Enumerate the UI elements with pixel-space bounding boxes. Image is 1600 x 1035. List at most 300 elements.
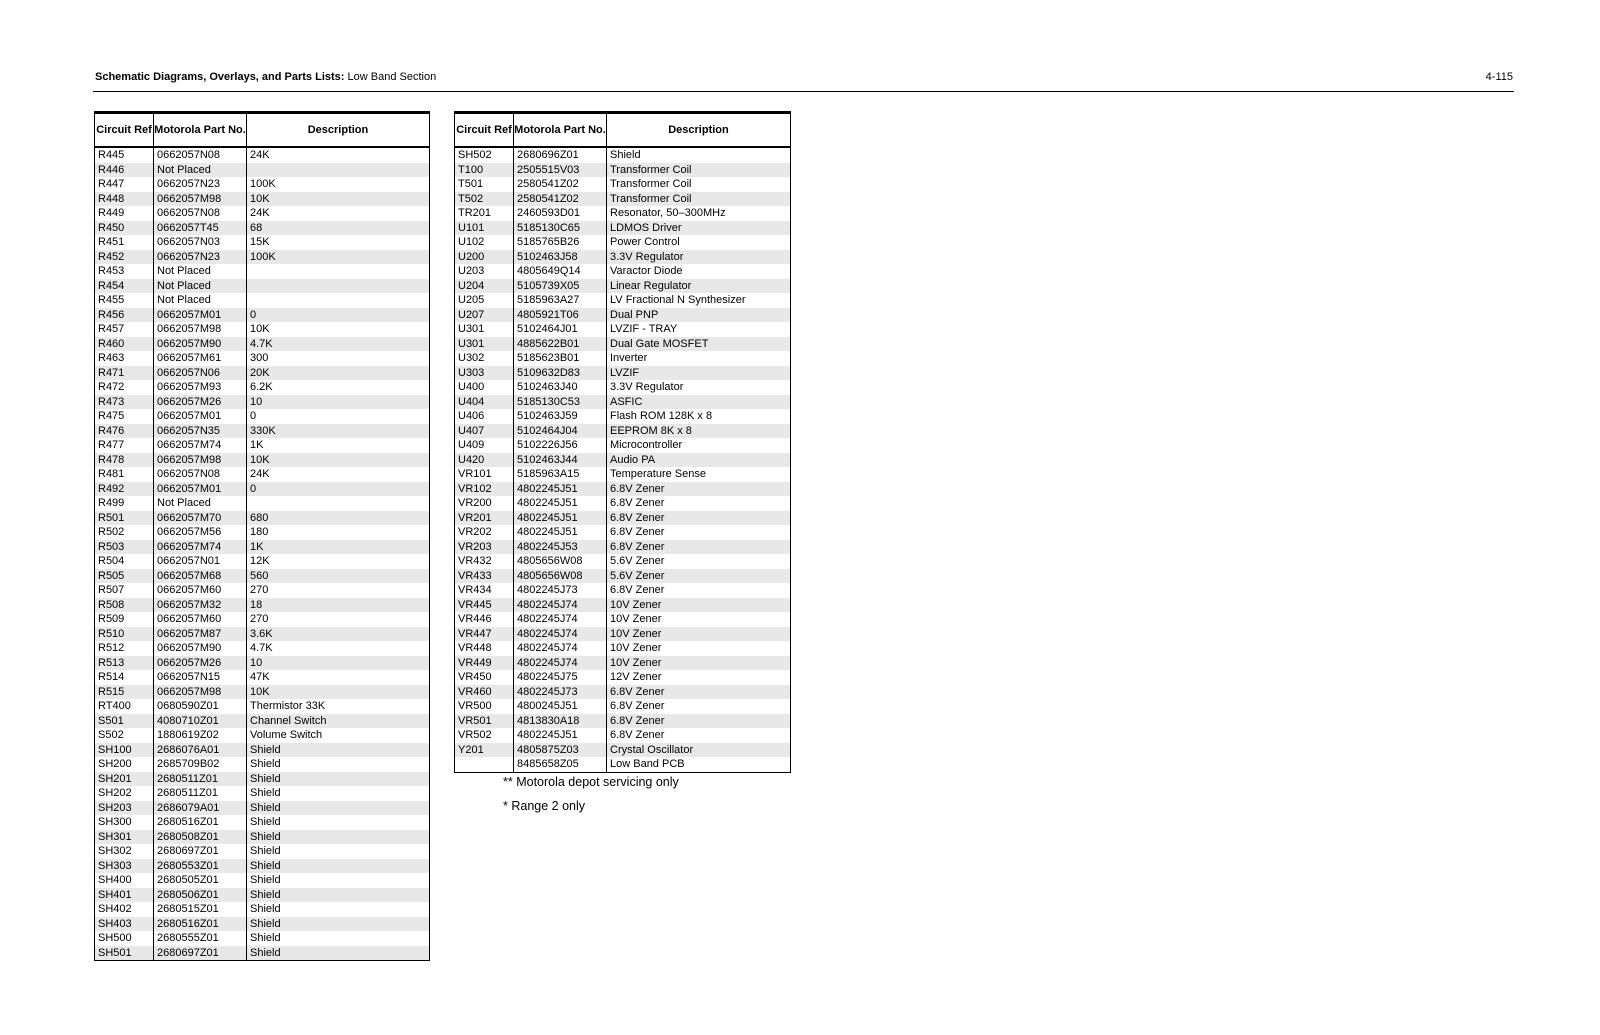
table-row bbox=[95, 206, 430, 221]
table-row bbox=[455, 351, 791, 366]
cell-part-no: 2460593D01 bbox=[514, 206, 607, 221]
cell-part-no: 2680516Z01 bbox=[154, 917, 247, 932]
cell-circuit-ref: R475 bbox=[95, 409, 154, 424]
cell-description: 10K bbox=[247, 685, 430, 700]
cell-circuit-ref: S502 bbox=[95, 728, 154, 743]
cell-circuit-ref: U409 bbox=[455, 438, 514, 453]
cell-description: 10V Zener bbox=[607, 598, 791, 613]
cell-part-no: 5102463J58 bbox=[514, 250, 607, 265]
cell-description: 0 bbox=[250, 410, 257, 422]
cell-circuit-ref: R513 bbox=[95, 656, 154, 671]
cell-description: 10K bbox=[250, 323, 270, 335]
cell-part-no: 2680516Z01 bbox=[154, 815, 247, 830]
cell-part-no: 5102226J56 bbox=[514, 438, 607, 453]
cell-circuit-ref: R512 bbox=[95, 641, 154, 656]
table-row bbox=[455, 540, 791, 555]
table-row bbox=[95, 670, 430, 685]
cell-circuit-ref: VR433 bbox=[455, 569, 514, 584]
cell-circuit-ref: R510 bbox=[95, 627, 154, 642]
table-row bbox=[455, 235, 791, 250]
cell-description: 100K bbox=[247, 250, 430, 265]
table-row bbox=[95, 917, 430, 932]
table-row bbox=[95, 888, 430, 903]
table-row bbox=[455, 206, 791, 221]
cell-part-no: 4802245J73 bbox=[514, 583, 607, 598]
cell-circuit-ref: R455 bbox=[95, 293, 154, 308]
table-row bbox=[455, 670, 791, 685]
cell-circuit-ref: R448 bbox=[95, 192, 154, 207]
cell-part-no: 4802245J73 bbox=[514, 685, 607, 700]
table-row bbox=[95, 177, 430, 192]
header-rule bbox=[93, 91, 1514, 92]
cell-part-no: 0662057M01 bbox=[154, 482, 247, 497]
table-row bbox=[455, 482, 791, 497]
cell-circuit-ref: SH202 bbox=[95, 786, 154, 801]
table-row bbox=[455, 612, 791, 627]
cell-description: 6.8V Zener bbox=[610, 729, 665, 741]
cell-circuit-ref: Y201 bbox=[455, 743, 514, 758]
cell-circuit-ref: SH500 bbox=[95, 931, 154, 946]
cell-description: 0 bbox=[247, 308, 430, 323]
cell-circuit-ref: R499 bbox=[95, 496, 154, 511]
cell-part-no: 4802245J51 bbox=[514, 511, 607, 526]
cell-circuit-ref: R449 bbox=[95, 206, 154, 221]
table-row bbox=[95, 772, 430, 787]
cell-description: 6.8V Zener bbox=[607, 685, 791, 700]
cell-circuit-ref: R451 bbox=[95, 235, 154, 250]
table-row bbox=[455, 554, 791, 569]
cell-circuit-ref: VR448 bbox=[455, 641, 514, 656]
cell-circuit-ref: T501 bbox=[455, 177, 514, 192]
cell-part-no: 0662057N03 bbox=[154, 235, 247, 250]
cell-circuit-ref: R472 bbox=[95, 380, 154, 395]
cell-part-no: 2680506Z01 bbox=[154, 888, 247, 903]
table-row bbox=[95, 873, 430, 888]
page-title: Schematic Diagrams, Overlays, and Parts Lists: bbox=[95, 71, 345, 83]
cell-circuit-ref: R501 bbox=[95, 511, 154, 526]
cell-part-no: 4813830A18 bbox=[514, 714, 607, 729]
cell-circuit-ref: SH400 bbox=[95, 873, 154, 888]
cell-circuit-ref: SH403 bbox=[95, 917, 154, 932]
cell-part-no: 4802245J75 bbox=[514, 670, 607, 685]
cell-circuit-ref: R514 bbox=[95, 670, 154, 685]
table-row bbox=[95, 714, 430, 729]
table-row bbox=[95, 598, 430, 613]
table-header-row bbox=[455, 113, 791, 148]
cell-part-no: 5185130C65 bbox=[514, 221, 607, 236]
cell-description: Dual Gate MOSFET bbox=[607, 337, 791, 352]
table-row bbox=[95, 830, 430, 845]
table-row bbox=[95, 250, 430, 265]
parts-table-left bbox=[94, 111, 430, 961]
cell-part-no: 0662057M61 bbox=[154, 351, 247, 366]
cell-part-no: 0662057M60 bbox=[154, 583, 247, 598]
cell-part-no: 4800245J51 bbox=[514, 699, 607, 714]
cell-description bbox=[247, 293, 430, 308]
cell-circuit-ref: R505 bbox=[95, 569, 154, 584]
table-row bbox=[95, 859, 430, 874]
cell-part-no: 5185963A27 bbox=[514, 293, 607, 308]
cell-part-no: 4802245J51 bbox=[514, 496, 607, 511]
cell-description: LVZIF bbox=[607, 366, 791, 381]
note-range-2: * Range 2 only bbox=[503, 799, 586, 813]
cell-description: 5.6V Zener bbox=[610, 555, 665, 567]
cell-description: 24K bbox=[250, 149, 270, 161]
table-row bbox=[455, 192, 791, 207]
page-number: 4-115 bbox=[1485, 71, 1513, 83]
cell-part-no: Not Placed bbox=[154, 293, 247, 308]
cell-part-no: 2680511Z01 bbox=[154, 786, 247, 801]
cell-part-no: 2680697Z01 bbox=[154, 946, 247, 961]
cell-part-no: 4802245J51 bbox=[514, 728, 607, 743]
cell-part-no: 4805649Q14 bbox=[514, 264, 607, 279]
cell-part-no: 5109632D83 bbox=[514, 366, 607, 381]
cell-circuit-ref: SH502 bbox=[455, 147, 514, 163]
cell-part-no: 0680590Z01 bbox=[154, 699, 247, 714]
cell-description bbox=[247, 279, 430, 294]
cell-description bbox=[247, 264, 430, 279]
cell-description: 10V Zener bbox=[607, 656, 791, 671]
cell-part-no: 2680511Z01 bbox=[154, 772, 247, 787]
cell-circuit-ref: RT400 bbox=[95, 699, 154, 714]
cell-part-no: 4802245J51 bbox=[514, 525, 607, 540]
table-row bbox=[95, 569, 430, 584]
cell-part-no: 5102463J59 bbox=[514, 409, 607, 424]
table-row bbox=[95, 496, 430, 511]
cell-part-no: 5102463J40 bbox=[514, 380, 607, 395]
table-row bbox=[95, 931, 430, 946]
cell-circuit-ref: VR202 bbox=[455, 525, 514, 540]
table-row bbox=[455, 279, 791, 294]
table-row bbox=[95, 235, 430, 250]
cell-description: 680 bbox=[247, 511, 430, 526]
cell-description: LVZIF - TRAY bbox=[610, 323, 678, 335]
cell-circuit-ref: R447 bbox=[95, 177, 154, 192]
cell-description: 330K bbox=[247, 424, 430, 439]
table-row bbox=[95, 685, 430, 700]
table-row bbox=[95, 743, 430, 758]
cell-description: 3.3V Regulator bbox=[610, 381, 684, 393]
cell-circuit-ref: R460 bbox=[95, 337, 154, 352]
table-row bbox=[95, 409, 430, 424]
table-row bbox=[455, 221, 791, 236]
cell-description: 6.8V Zener bbox=[607, 540, 791, 555]
cell-part-no: 1880619Z02 bbox=[154, 728, 247, 743]
table-row bbox=[95, 844, 430, 859]
cell-description: 12K bbox=[250, 555, 270, 567]
table-row bbox=[95, 467, 430, 482]
table-row bbox=[455, 409, 791, 424]
table-row bbox=[95, 728, 430, 743]
table-row bbox=[455, 699, 791, 714]
cell-circuit-ref: U420 bbox=[455, 453, 514, 468]
cell-circuit-ref bbox=[455, 757, 514, 772]
cell-circuit-ref: VR502 bbox=[455, 728, 514, 743]
cell-description: 6.8V Zener bbox=[607, 511, 791, 526]
table-row bbox=[455, 569, 791, 584]
table-row bbox=[95, 612, 430, 627]
cell-part-no: 5185130C53 bbox=[514, 395, 607, 410]
cell-circuit-ref: R450 bbox=[95, 221, 154, 236]
cell-description: Shield bbox=[250, 874, 281, 886]
table-row bbox=[95, 641, 430, 656]
cell-circuit-ref: VR445 bbox=[455, 598, 514, 613]
table-row bbox=[455, 177, 791, 192]
column-header-description: Description bbox=[607, 113, 791, 148]
table-row bbox=[95, 815, 430, 830]
column-header-part-no: Motorola Part No. bbox=[154, 113, 247, 148]
table-row bbox=[95, 293, 430, 308]
cell-circuit-ref: VR434 bbox=[455, 583, 514, 598]
cell-circuit-ref: U101 bbox=[455, 221, 514, 236]
cell-part-no: Not Placed bbox=[154, 496, 247, 511]
cell-part-no: 4802245J74 bbox=[514, 627, 607, 642]
cell-circuit-ref: R454 bbox=[95, 279, 154, 294]
cell-circuit-ref: U102 bbox=[455, 235, 514, 250]
cell-part-no: Not Placed bbox=[154, 264, 247, 279]
cell-part-no: 4802245J74 bbox=[514, 641, 607, 656]
cell-description: 3.3V Regulator bbox=[607, 250, 791, 265]
cell-description: Audio PA bbox=[607, 453, 791, 468]
table-row bbox=[455, 395, 791, 410]
cell-circuit-ref: R477 bbox=[95, 438, 154, 453]
cell-description: Transformer Coil bbox=[610, 178, 692, 190]
cell-part-no: 2680555Z01 bbox=[154, 931, 247, 946]
table-header-row bbox=[95, 113, 430, 148]
cell-description: 270 bbox=[250, 613, 269, 625]
cell-description: Transformer Coil bbox=[607, 192, 791, 207]
cell-part-no: 0662057M56 bbox=[154, 525, 247, 540]
cell-description: 5.6V Zener bbox=[607, 569, 791, 584]
cell-description: Power Control bbox=[610, 236, 680, 248]
column-header-circuit-ref: Circuit Ref bbox=[455, 113, 514, 148]
cell-part-no: 2505515V03 bbox=[514, 163, 607, 178]
cell-description: Microcontroller bbox=[610, 439, 683, 451]
cell-description: 10V Zener bbox=[610, 642, 662, 654]
cell-description: Shield bbox=[250, 758, 281, 770]
table-row bbox=[455, 163, 791, 178]
cell-part-no: 0662057M87 bbox=[154, 627, 247, 642]
cell-circuit-ref: SH100 bbox=[95, 743, 154, 758]
cell-description: Shield bbox=[250, 932, 281, 944]
cell-circuit-ref: R509 bbox=[95, 612, 154, 627]
cell-part-no: 2686076A01 bbox=[154, 743, 247, 758]
cell-circuit-ref: U303 bbox=[455, 366, 514, 381]
table-row bbox=[95, 627, 430, 642]
cell-description: 68 bbox=[247, 221, 430, 236]
cell-part-no: 4805875Z03 bbox=[514, 743, 607, 758]
table-row bbox=[455, 467, 791, 482]
cell-description: 6.8V Zener bbox=[610, 497, 665, 509]
cell-description: Flash ROM 128K x 8 bbox=[610, 410, 713, 422]
table-row bbox=[455, 322, 791, 337]
cell-part-no: 5102463J44 bbox=[514, 453, 607, 468]
cell-part-no: 0662057M26 bbox=[154, 656, 247, 671]
cell-circuit-ref: R456 bbox=[95, 308, 154, 323]
cell-circuit-ref: VR500 bbox=[455, 699, 514, 714]
table-row bbox=[455, 743, 791, 758]
cell-circuit-ref: R473 bbox=[95, 395, 154, 410]
cell-description: Shield bbox=[247, 917, 430, 932]
table-row bbox=[455, 583, 791, 598]
cell-part-no: Not Placed bbox=[154, 279, 247, 294]
parts-table-right bbox=[454, 111, 791, 773]
cell-circuit-ref: R507 bbox=[95, 583, 154, 598]
cell-circuit-ref: R446 bbox=[95, 163, 154, 178]
cell-description: 12V Zener bbox=[610, 671, 662, 683]
cell-circuit-ref: U302 bbox=[455, 351, 514, 366]
cell-part-no: 0662057N35 bbox=[154, 424, 247, 439]
cell-description bbox=[247, 496, 430, 511]
cell-part-no: 2580541Z02 bbox=[514, 177, 607, 192]
cell-description: 3.6K bbox=[247, 627, 430, 642]
cell-description: Linear Regulator bbox=[607, 279, 791, 294]
cell-part-no: 0662057N08 bbox=[154, 206, 247, 221]
cell-circuit-ref: U205 bbox=[455, 293, 514, 308]
cell-description: Shield bbox=[247, 830, 430, 845]
cell-description: 1K bbox=[247, 540, 430, 555]
cell-part-no: 0662057N01 bbox=[154, 554, 247, 569]
cell-description: 0 bbox=[247, 482, 430, 497]
cell-description: Inverter bbox=[610, 352, 648, 364]
cell-description: Resonator, 50–300MHz bbox=[610, 207, 726, 219]
cell-part-no: 0662057N23 bbox=[154, 177, 247, 192]
cell-part-no: 0662057M01 bbox=[154, 308, 247, 323]
table-row bbox=[455, 511, 791, 526]
cell-description: 560 bbox=[247, 569, 430, 584]
cell-part-no: 5185765B26 bbox=[514, 235, 607, 250]
cell-circuit-ref: VR200 bbox=[455, 496, 514, 511]
table-row bbox=[455, 496, 791, 511]
cell-part-no: 0662057M26 bbox=[154, 395, 247, 410]
cell-part-no: 2680508Z01 bbox=[154, 830, 247, 845]
cell-circuit-ref: R492 bbox=[95, 482, 154, 497]
table-row bbox=[95, 511, 430, 526]
table-row bbox=[455, 250, 791, 265]
cell-circuit-ref: U404 bbox=[455, 395, 514, 410]
cell-part-no: 0662057M74 bbox=[154, 438, 247, 453]
cell-circuit-ref: R457 bbox=[95, 322, 154, 337]
cell-circuit-ref: SH203 bbox=[95, 801, 154, 816]
column-header-circuit-ref: Circuit Ref bbox=[95, 113, 154, 148]
cell-part-no: 5185623B01 bbox=[514, 351, 607, 366]
cell-part-no: 2680505Z01 bbox=[154, 873, 247, 888]
table-row bbox=[95, 337, 430, 352]
table-row bbox=[95, 308, 430, 323]
table-row bbox=[95, 351, 430, 366]
cell-part-no: 0662057N06 bbox=[154, 366, 247, 381]
cell-part-no: 4802245J74 bbox=[514, 656, 607, 671]
table-row bbox=[455, 757, 791, 772]
table-row bbox=[95, 438, 430, 453]
cell-circuit-ref: SH201 bbox=[95, 772, 154, 787]
table-row bbox=[455, 308, 791, 323]
cell-circuit-ref: S501 bbox=[95, 714, 154, 729]
table-row bbox=[95, 656, 430, 671]
cell-circuit-ref: R452 bbox=[95, 250, 154, 265]
column-header-part-no: Motorola Part No. bbox=[514, 113, 607, 148]
cell-description: 4.7K bbox=[250, 642, 273, 654]
cell-circuit-ref: R453 bbox=[95, 264, 154, 279]
cell-circuit-ref: VR432 bbox=[455, 554, 514, 569]
cell-description: 270 bbox=[250, 584, 269, 596]
cell-part-no: 0662057M98 bbox=[154, 322, 247, 337]
cell-circuit-ref: U204 bbox=[455, 279, 514, 294]
table-row bbox=[455, 525, 791, 540]
cell-circuit-ref: VR501 bbox=[455, 714, 514, 729]
cell-description: Shield bbox=[610, 149, 641, 161]
cell-circuit-ref: T100 bbox=[455, 163, 514, 178]
cell-part-no: 5105739X05 bbox=[514, 279, 607, 294]
table-row bbox=[95, 525, 430, 540]
cell-circuit-ref: R463 bbox=[95, 351, 154, 366]
cell-circuit-ref: VR447 bbox=[455, 627, 514, 642]
table-row bbox=[455, 293, 791, 308]
cell-description: 10V Zener bbox=[607, 627, 791, 642]
cell-part-no: 2685709B02 bbox=[154, 757, 247, 772]
cell-circuit-ref: R445 bbox=[95, 147, 154, 163]
table-row bbox=[455, 714, 791, 729]
cell-part-no: 5102464J01 bbox=[514, 322, 607, 337]
table-row bbox=[95, 757, 430, 772]
table-row bbox=[455, 424, 791, 439]
cell-part-no: 0662057T45 bbox=[154, 221, 247, 236]
cell-part-no: 0662057M93 bbox=[154, 380, 247, 395]
cell-part-no: 0662057M32 bbox=[154, 598, 247, 613]
cell-description: Shield bbox=[247, 888, 430, 903]
table-row bbox=[455, 453, 791, 468]
table-row bbox=[95, 424, 430, 439]
table-row bbox=[95, 380, 430, 395]
cell-circuit-ref: SH301 bbox=[95, 830, 154, 845]
cell-circuit-ref: TR201 bbox=[455, 206, 514, 221]
cell-part-no: 0662057M74 bbox=[154, 540, 247, 555]
cell-part-no: 4805921T06 bbox=[514, 308, 607, 323]
table-row bbox=[95, 801, 430, 816]
cell-description: 100K bbox=[250, 178, 276, 190]
cell-part-no: 0662057M70 bbox=[154, 511, 247, 526]
parts-table-left-body bbox=[95, 147, 430, 961]
cell-circuit-ref: R478 bbox=[95, 453, 154, 468]
cell-description: Shield bbox=[247, 801, 430, 816]
cell-description: Shield bbox=[250, 816, 281, 828]
cell-circuit-ref: SH302 bbox=[95, 844, 154, 859]
table-row bbox=[455, 627, 791, 642]
table-row bbox=[455, 380, 791, 395]
page-header bbox=[95, 70, 1513, 84]
cell-circuit-ref: VR460 bbox=[455, 685, 514, 700]
note-depot-servicing: ** Motorola depot servicing only bbox=[503, 775, 679, 789]
cell-circuit-ref: SH300 bbox=[95, 815, 154, 830]
table-row bbox=[95, 366, 430, 381]
cell-part-no: 0662057M60 bbox=[154, 612, 247, 627]
cell-description: 10 bbox=[247, 656, 430, 671]
cell-circuit-ref: VR450 bbox=[455, 670, 514, 685]
cell-part-no: 0662057N23 bbox=[154, 250, 247, 265]
table-row bbox=[455, 264, 791, 279]
cell-circuit-ref: R471 bbox=[95, 366, 154, 381]
cell-description: 6.8V Zener bbox=[610, 700, 665, 712]
cell-description: Shield bbox=[250, 845, 281, 857]
cell-part-no: 0662057M98 bbox=[154, 192, 247, 207]
cell-circuit-ref: U301 bbox=[455, 322, 514, 337]
cell-part-no: 0662057N15 bbox=[154, 670, 247, 685]
cell-part-no: 2680515Z01 bbox=[154, 902, 247, 917]
cell-circuit-ref: U406 bbox=[455, 409, 514, 424]
table-row bbox=[455, 641, 791, 656]
cell-part-no: 4885622B01 bbox=[514, 337, 607, 352]
table-row bbox=[95, 147, 430, 163]
